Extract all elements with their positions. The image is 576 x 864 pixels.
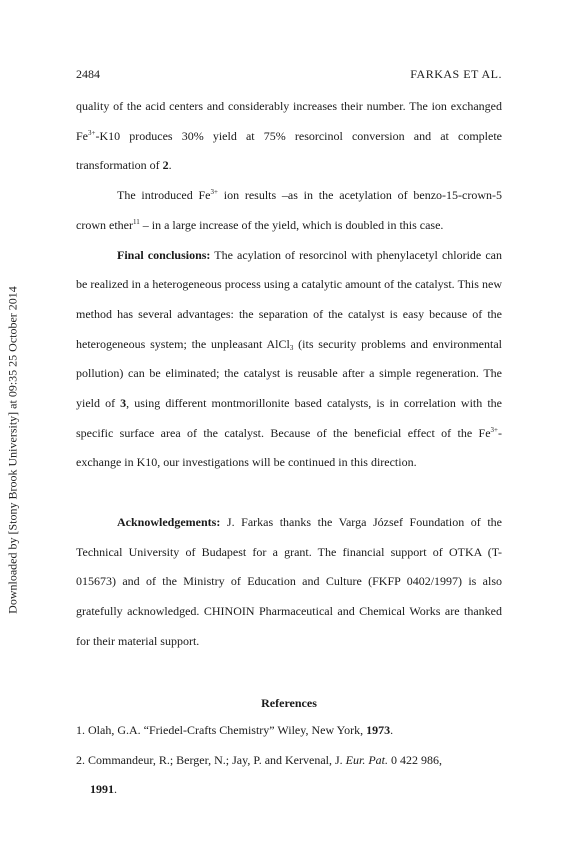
acknowledgements-heading: Acknowledgements: [117,514,221,529]
paragraph-fe-ion [76,181,502,240]
text-run: ion results –as in the acetylation of benzo-15-crown-5 crown ether [76,188,503,232]
running-title: FARKAS ET AL. [410,67,502,81]
reference-item-continued [76,775,502,805]
page-number: 2484 [76,67,100,81]
text-run: (its security problems and environmental pollution) can be eliminated; the catalyst is reusable after a simple regeneration. The yield of [76,336,503,411]
text-run: -exchange in K10, our investigations will be continued in this direction. [76,425,502,470]
references-list [76,716,502,805]
text-run: J. Farkas thanks the Varga József Foundation of the Technical University of Budapest for a grant. The financial support of OTKA (T-015673) and of the Ministry of Education and Culture (FKFP 0402/1997) is also gratefully acknowledged. CHINOIN Pharmaceutical and Chemical Works are thanked for their material support. [76,514,502,648]
text-run: -K10 produces 30% yield at 75% resorcinol conversion and at complete transformation of [76,128,502,173]
paragraph-acknowledgements [76,508,502,657]
compound-number: 2 [162,158,169,173]
paragraph-final-conclusions [76,241,502,479]
citation-superscript: 11 [132,217,140,226]
text-run: quality of the acid centers and considerably increases their number. The ion exchanged Fe [76,99,502,143]
subscript: 3 [289,343,294,352]
reference-year: 1991 [90,782,114,797]
text-run: . [114,782,117,797]
compound-number: 3 [120,396,127,411]
references-heading: References [261,696,317,710]
page-header [76,67,502,82]
text-run: – in a large increase of the yield, which is doubled in this case. [139,217,444,232]
reference-item [76,746,502,776]
text-run: . [168,158,172,173]
body-text [76,92,502,656]
superscript: 3+ [88,128,96,137]
download-watermark-text: Downloaded by [Stony Brook University] at 09:35 25 October 2014 [5,286,20,614]
reference-journal: Eur. Pat. [345,752,389,767]
reference-year: 1973 [366,723,391,737]
paragraph-continued [76,92,502,181]
text-run: , using different montmorillonite based catalysts, is in correlation with the specific surface area of the catalyst. Because of the beneficial effect of the Fe [76,396,502,440]
reference-item [76,716,502,746]
superscript: 3+ [210,188,218,197]
text-run: The acylation of resorcinol with phenylacetyl chloride can be realized in a heterogeneous process using a catalytic amount of the catalyst. This new method has several advantages: the separation of the catalyst is easy because of the heterogeneous system; the unpleasant AlCl [76,247,502,351]
text-run: The introduced Fe [117,188,211,203]
text-run: 0 422 986, [388,752,443,767]
text-run: . [390,723,394,737]
conclusions-heading: Final conclusions: [117,247,211,262]
reference-text: 2. Commandeur, R.; Berger, N.; Jay, P. and Kervenal, J. [76,752,346,767]
reference-text: 1. Olah, G.A. “Friedel-Crafts Chemistry” Wiley, New York, [76,723,367,737]
superscript: 3+ [490,425,498,434]
download-watermark [2,250,24,650]
